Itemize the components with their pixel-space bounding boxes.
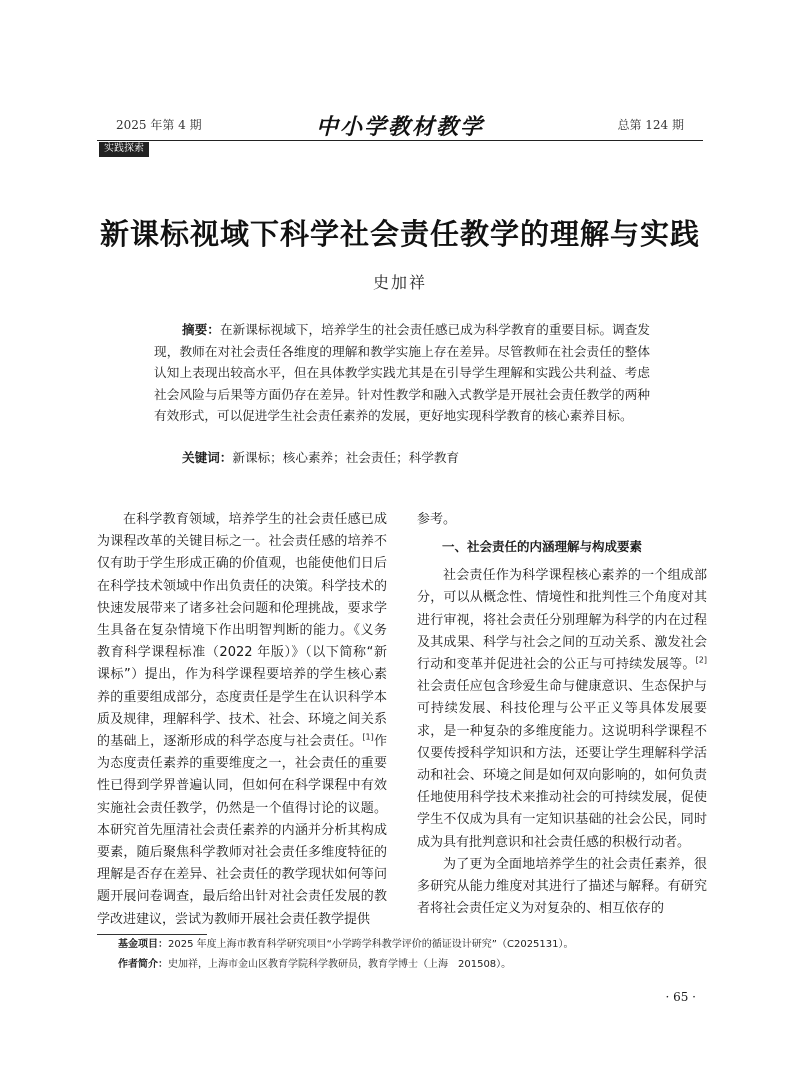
citation-ref: [1] [362,732,374,742]
abstract [154,319,650,427]
total-issue-number: 总第 124 期 [617,118,684,132]
footnote-divider [97,934,207,935]
body-right-column [417,509,707,920]
author-bio-label: 作者简介： [118,959,168,970]
header-divider [97,140,703,141]
paragraph-text: 在科学教育领域，培养学生的社会责任感已成为课程改革的关键目标之一。社会责任感的培养不仅有助于学生形成正确的价值观，也能使他们日后在科学技术领域中作出负责任的决策。科学技术的快速发展带来了诸多社会问题和伦理挑战，要求学生具备在复杂情境下作出明智判断的能力。《义务教育科学课程标准（2022 年版）》（以下简称“新课标”）提出，作为科学课程要培养的学生核心素养的重要组成部分，态度责任是学生在认识科学本质及规律，理解科学、技术、社会、环境之间关系的基础上，逐渐形成的科学态度与社会责任。 [97,512,387,750]
abstract-text: 在新课标视域下，培养学生的社会责任感已成为科学教育的重要目标。调查发现，教师在对社会责任各维度的理解和教学实施上存在差异。尽管教师在社会责任的整体认知上表现出较高水平，但在具体教学实践尤其是在引导学生理解和实践公共利益、考虑社会风险与后果等方面仍存在差异。针对性教学和融入式教学是开展社会责任教学的两种有效形式，可以促进学生社会责任素养的发展，更好地实现科学教育的核心素养目标。 [154,322,651,423]
paragraph-text: 社会责任作为科学课程核心素养的一个组成部分，可以从概念性、情境性和批判性三个角度对其进行审视，将社会责任分别理解为科学的内在过程及其成果、科学与社会之间的互动关系、激发社会行动和变革并促进社会的公正与可持续发展等。 [417,568,707,673]
funding-text: 2025 年度上海市教育科学研究项目“小学跨学科教学评价的循证设计研究”（C2025131）。 [168,939,574,950]
footnote-author [118,958,511,972]
paragraph-text: 社会责任应包含珍爱生命与健康意识、生态保护与可持续发展、科技伦理与公平正义等具体发展要求，是一种复杂的多维度能力。这说明科学课程不仅要传授科学知识和方法，还要让学生理解科学活动和社会、环境之间是如何双向影响的，如何负责任地使用科学技术来推动社会的可持续发展，促使学生不仅成为具有一定知识基础的社会公民，同时成为具有批判意识和社会责任感的积极行动者。 [417,679,707,850]
body-paragraph [417,565,707,854]
footnote-funding [118,938,574,952]
section-tag: 实践探索 [99,142,149,157]
paragraph-text: 作为态度责任素养的重要维度之一，社会责任的重要性已得到学界普遍认同，但如何在科学课程中有效实施社会责任教学，仍然是一个值得讨论的议题。本研究首先厘清社会责任素养的内涵并分析其构成要素，随后聚焦科学教师对社会责任多维度特征的理解是否存在差异、社会责任的教学现状如何等问题开展问卷调查，最后给出针对社会责任发展的教学改进建议，尝试为教师开展社会责任教学提供 [97,734,387,927]
page-number: · 65 · [665,990,696,1004]
body-paragraph [97,509,387,931]
issue-number: 2025 年第 4 期 [116,118,202,132]
keywords-text: 新课标；核心素养；社会责任；科学教育 [232,450,460,465]
abstract-label: 摘要： [182,322,220,337]
section-heading: 一、社会责任的内涵理解与构成要素 [442,539,643,555]
keywords-label: 关键词： [182,450,233,465]
journal-logo: 中小学教材教学 [315,114,484,140]
body-paragraph: 为了更为全面地培养学生的社会责任素养，很多研究从能力维度对其进行了描述与解释。有研究者将社会责任定义为对复杂的、相互依存的 [417,856,707,917]
author-bio-text: 史加祥，上海市金山区教育学院科学教研员，教育学博士（上海 201508）。 [168,959,512,970]
citation-ref: [2] [695,655,707,665]
article-author: 史加祥 [372,273,427,292]
keywords [182,447,459,466]
funding-label: 基金项目： [118,939,168,950]
body-paragraph: 参考。 [417,512,457,527]
body-left-column [97,509,387,931]
article-title: 新课标视域下科学社会责任教学的理解与实践 [99,217,700,251]
